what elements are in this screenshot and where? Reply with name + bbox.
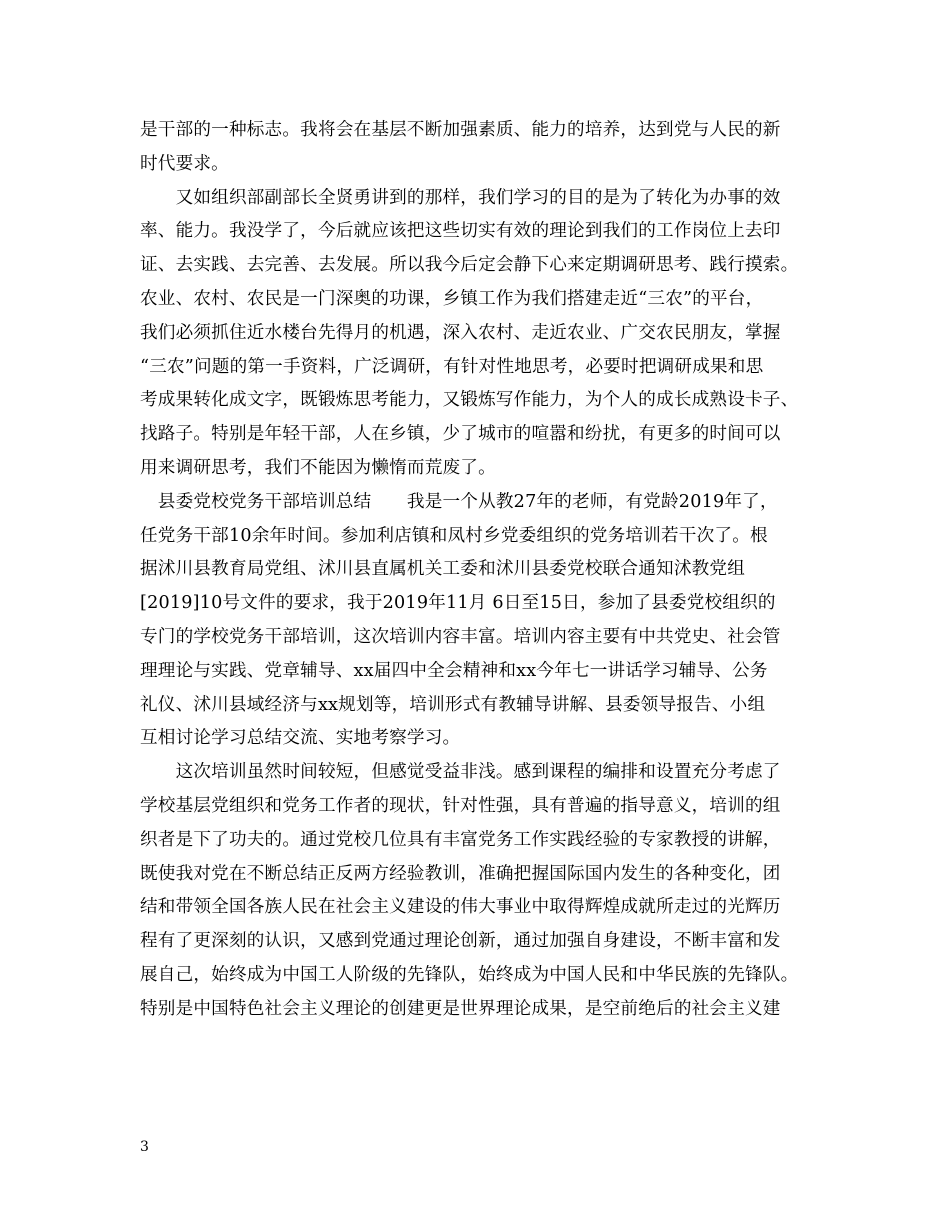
text-line: 证、去实践、去完善、去发展。所以我今后定会静下心来定期调研思考、践行摸索。 (140, 255, 799, 276)
text-line: 又如组织部副部长全贤勇讲到的那样，我们学习的目的是为了转化为办事的效 (140, 187, 781, 208)
text-line: 理理论与实践、党章辅导、xx届四中全会精神和xx今年七一讲话学习辅导、公务 (140, 660, 768, 681)
text-line: 礼仪、沭川县域经济与xx规划等，培训形式有教辅导讲解、县委领导报告、小组 (140, 694, 766, 715)
page-number: 3 (140, 1139, 149, 1155)
text-line: [2019]10号文件的要求，我于2019年11月 6日至15日，参加了县委党校组织的 (140, 593, 776, 614)
text-line: 据沭川县教育局党组、沭川县直属机关工委和沭川县委党校联合通知沭教党组 (140, 559, 745, 580)
text-line: 学校基层党组织和党务工作者的现状，针对性强，具有普遍的指导意义，培训的组 (140, 795, 781, 816)
text-line: 县委党校党务干部培训总结 我是一个从教27年的老师，有党龄2019年了， (140, 491, 778, 512)
text-line: 专门的学校党务干部培训，这次培训内容丰富。培训内容主要有中共党史、社会管 (140, 626, 781, 647)
text-line: 时代要求。 (140, 153, 229, 174)
body-text (140, 114, 840, 1027)
text-line: 织者是下了功夫的。通过党校几位具有丰富党务工作实践经验的专家教授的讲解， (140, 829, 781, 850)
text-line: 我们必须抓住近水楼台先得月的机遇，深入农村、走近农业、广交农民朋友，掌握 (140, 322, 781, 343)
text-line: 既使我对党在不断总结正反两方经验教训，准确把握国际国内发生的各种变化，团 (140, 863, 781, 884)
text-line: 率、能力。我没学了，今后就应该把这些切实有效的理论到我们的工作岗位上去印 (140, 221, 781, 242)
text-line: 互相讨论学习总结交流、实地考察学习。 (140, 728, 461, 749)
text-line: 用来调研思考，我们不能因为懒惰而荒废了。 (140, 457, 496, 478)
text-line: 是干部的一种标志。我将会在基层不断加强素质、能力的培养，达到党与人民的新 (140, 120, 781, 140)
text-line: 农业、农村、农民是一门深奥的功课，乡镇工作为我们搭建走近“三农”的平台， (140, 288, 764, 309)
text-line: 考成果转化成文字，既锻炼思考能力，又锻炼写作能力，为个人的成长成熟设卡子、 (140, 390, 799, 411)
text-line: “三农”问题的第一手资料，广泛调研，有针对性地思考，必要时把调研成果和思 (140, 356, 764, 377)
text-line: 结和带领全国各族人民在社会主义建设的伟大事业中取得辉煌成就所走过的光辉历 (140, 897, 781, 918)
text-line: 这次培训虽然时间较短，但感觉受益非浅。感到课程的编排和设置充分考虑了 (140, 762, 781, 783)
text-line: 任党务干部10余年时间。参加利店镇和凤村乡党委组织的党务培训若干次了。根 (140, 525, 768, 546)
text-line: 特别是中国特色社会主义理论的创建更是世界理论成果，是空前绝后的社会主义建 (140, 998, 781, 1019)
text-line: 展自己，始终成为中国工人阶级的先锋队，始终成为中国人民和中华民族的先锋队。 (140, 964, 799, 985)
text-line: 程有了更深刻的认识，又感到党通过理论创新，通过加强自身建设，不断丰富和发 (140, 931, 781, 952)
text-line: 找路子。特别是年轻干部，人在乡镇，少了城市的喧嚣和纷扰，有更多的时间可以 (140, 424, 781, 445)
